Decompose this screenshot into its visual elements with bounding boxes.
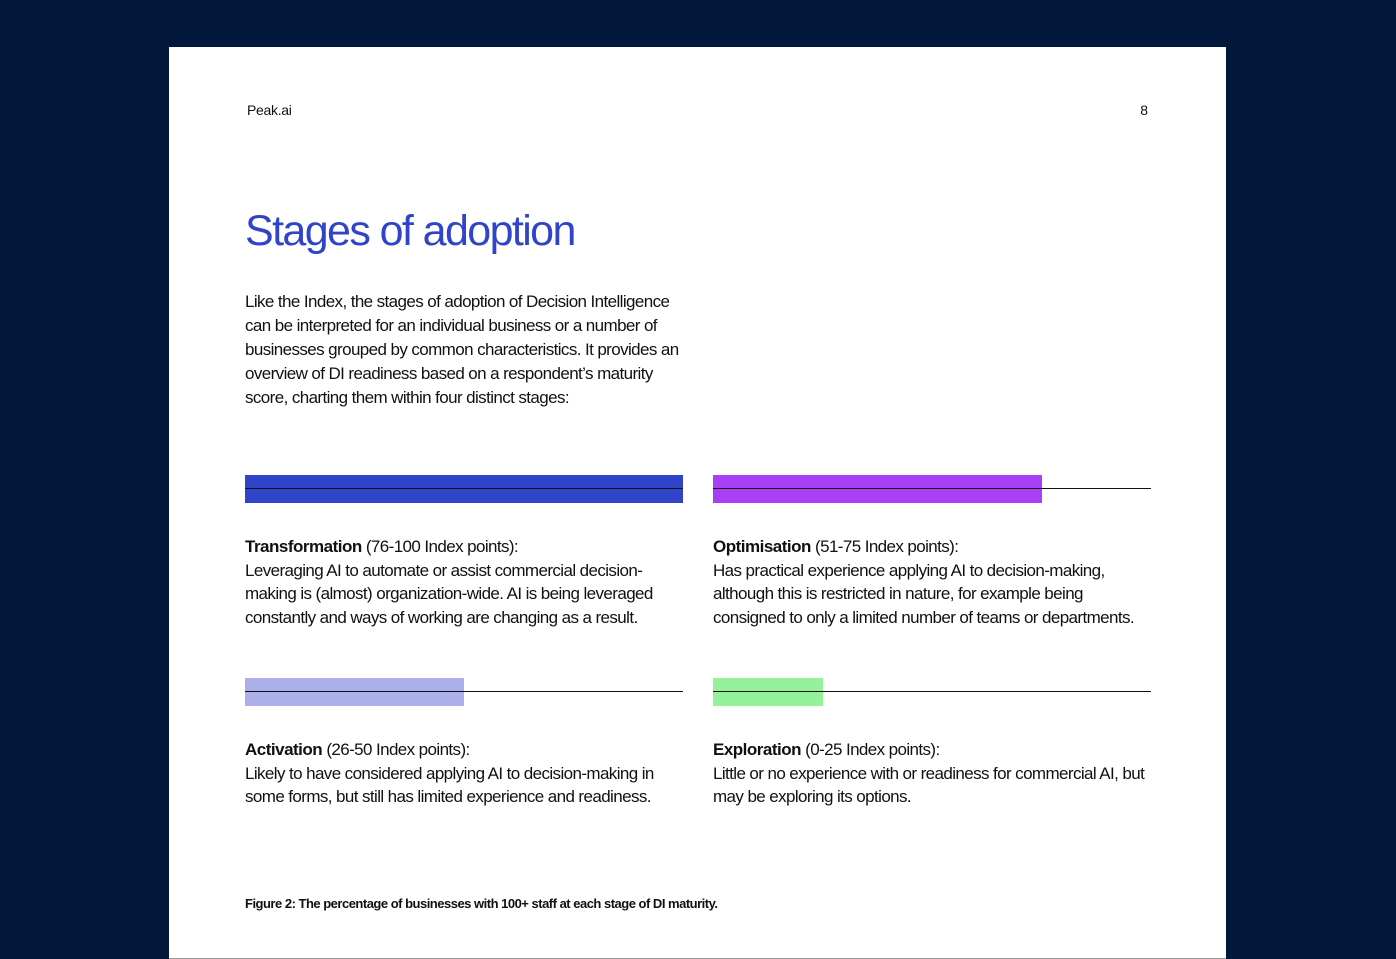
stage-name: Activation: [245, 740, 323, 759]
page-number: 8: [1140, 102, 1148, 118]
stage-bar: [713, 678, 1151, 706]
stage-bar-fill: [245, 475, 683, 503]
brand-label: Peak.ai: [247, 102, 292, 118]
stage-description: Has practical experience applying AI to decision-making, although this is restricted in nature, for example being consigned to only a limited number of teams or departments.: [713, 560, 1135, 627]
stage-bar: [713, 475, 1151, 503]
stage-range: (76-100 Index points):: [365, 537, 519, 556]
stage-bar-fill: [713, 678, 823, 706]
stage-bar-line: [245, 488, 683, 489]
stage-description: Little or no experience with or readiness for commercial AI, but may be exploring its options.: [713, 763, 1145, 806]
figure-caption: Figure 2: The percentage of businesses with 100+ staff at each stage of DI maturity.: [245, 896, 718, 911]
stage-range: (0-25 Index points):: [805, 740, 940, 759]
stage-name: Transformation: [245, 537, 362, 556]
stage-transformation: [245, 475, 683, 629]
stage-range: (26-50 Index points):: [326, 740, 470, 759]
stage-optimisation: [713, 475, 1151, 629]
stage-description: Likely to have considered applying AI to decision-making in some forms, but still has limited experience and readiness.: [245, 763, 654, 806]
stage-name: Exploration: [713, 740, 802, 759]
document-page: [169, 47, 1226, 959]
stage-exploration: [713, 678, 1151, 809]
stage-name: Optimisation: [713, 537, 811, 556]
stage-bar-fill: [245, 678, 464, 706]
stage-bar: [245, 678, 683, 706]
stage-bar: [245, 475, 683, 503]
stage-activation: [245, 678, 683, 809]
stage-bar-line: [713, 691, 1151, 692]
stage-bar-fill: [713, 475, 1042, 503]
stage-bar-line: [713, 488, 1151, 489]
stage-bar-line: [245, 691, 683, 692]
stage-description: Leveraging AI to automate or assist commercial decision-making is (almost) organization-wide. AI is being leveraged constantly and ways of working are changing as a result.: [245, 560, 653, 627]
page-title: Stages of adoption: [245, 207, 575, 255]
stage-range: (51-75 Index points):: [815, 537, 959, 556]
intro-paragraph: Like the Index, the stages of adoption of Decision Intelligence can be interpreted for an individual business or a number of businesses grouped by common characteristics. It provides an overview of DI readiness based on a respondent’s maturity score, charting them within four distinct stages:: [245, 292, 679, 407]
